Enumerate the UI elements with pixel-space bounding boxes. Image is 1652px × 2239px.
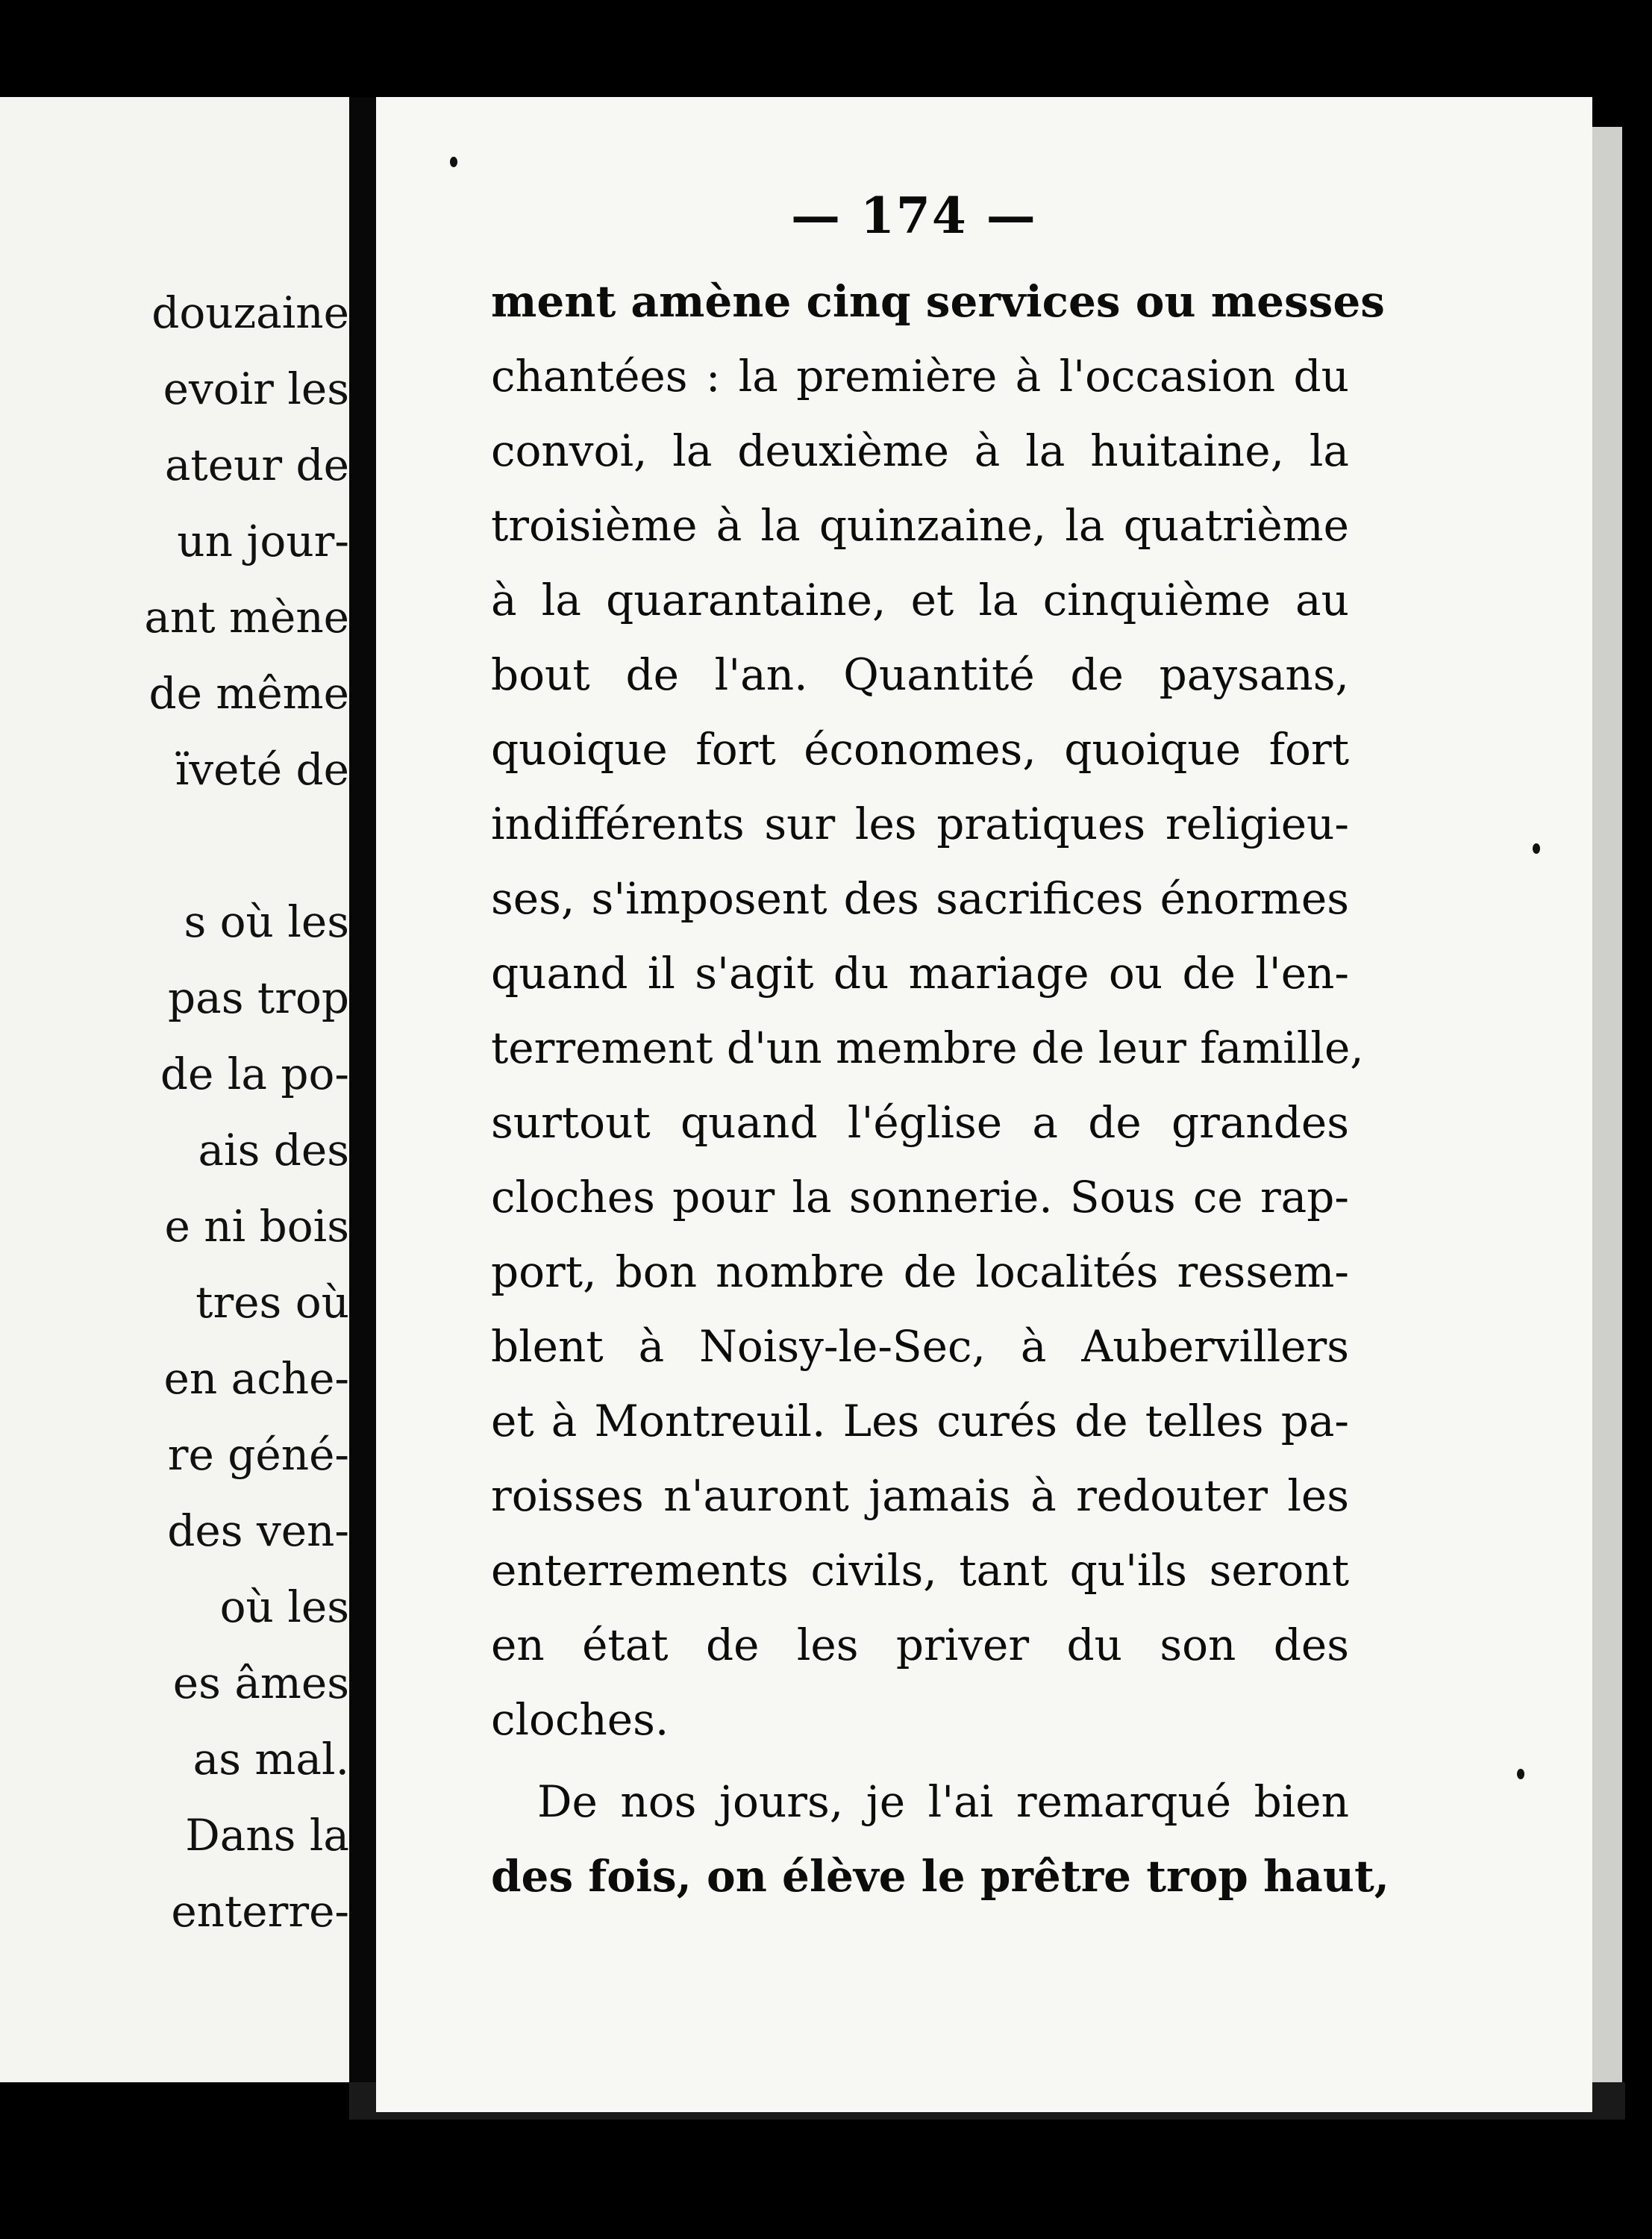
left-page-line: un jour- xyxy=(177,516,349,566)
left-page-line: douzaine xyxy=(151,287,349,338)
left-page-line: enterre- xyxy=(171,1886,349,1937)
left-page-line: s où les xyxy=(184,896,349,947)
left-page-line: Dans la xyxy=(185,1810,349,1861)
left-page-line: re géné- xyxy=(167,1429,349,1480)
left-page-line: ïveté de xyxy=(175,744,349,795)
text-line: chantées : la première à l'occasion du xyxy=(491,351,1349,402)
text-line: terrement d'un membre de leur famille, xyxy=(491,1022,1364,1073)
left-page-line: ant mène xyxy=(144,592,349,643)
text-line: ses, s'imposent des sacrifices énormes xyxy=(491,873,1349,924)
left-page-line: tres où xyxy=(195,1277,349,1328)
left-page-line: ateur de xyxy=(164,440,349,490)
text-line: convoi, la deuxième à la huitaine, la xyxy=(491,425,1349,476)
page-edge xyxy=(1592,127,1622,2097)
left-page-line: des ven- xyxy=(167,1505,349,1556)
left-page-line: pas trop xyxy=(168,972,349,1023)
ink-speck xyxy=(450,157,457,167)
left-page-line: es âmes xyxy=(172,1658,349,1708)
text-line: De nos jours, je l'ai remarqué bien xyxy=(537,1776,1349,1827)
left-page-line: où les xyxy=(219,1581,349,1632)
text-line: blent à Noisy-le-Sec, à Aubervillers xyxy=(491,1321,1349,1372)
ink-speck xyxy=(1533,843,1540,854)
text-line: et à Montreuil. Les curés de telles pa- xyxy=(491,1396,1349,1446)
text-line: bout de l'an. Quantité de paysans, xyxy=(491,649,1349,700)
text-line: indifférents sur les pratiques religieu- xyxy=(491,799,1349,849)
page-number: — 174 — xyxy=(791,187,1037,245)
left-page-line: en ache- xyxy=(163,1353,349,1404)
left-page xyxy=(0,97,349,2082)
text-line: en état de les priver du son des xyxy=(491,1620,1349,1670)
ink-speck xyxy=(1517,1769,1524,1779)
text-line: roisses n'auront jamais à redouter les xyxy=(491,1470,1349,1521)
text-line: à la quarantaine, et la cinquième au xyxy=(491,575,1349,625)
left-page-line: de même xyxy=(148,668,349,719)
text-line: enterrements civils, tant qu'ils seront xyxy=(491,1545,1349,1596)
left-page-line: as mal. xyxy=(193,1734,349,1784)
text-line: quand il s'agit du mariage ou de l'en- xyxy=(491,948,1349,999)
text-line: quoique fort économes, quoique fort xyxy=(491,724,1349,775)
book-gutter xyxy=(349,97,376,2097)
left-page-line: de la po- xyxy=(160,1049,349,1099)
text-line: troisième à la quinzaine, la quatrième xyxy=(491,500,1349,551)
text-line: cloches. xyxy=(491,1694,669,1745)
text-line: cloches pour la sonnerie. Sous ce rap- xyxy=(491,1172,1349,1222)
text-line: ment amène cinq services ou messes xyxy=(491,276,1385,327)
text-line: port, bon nombre de localités ressem- xyxy=(491,1246,1349,1297)
text-line: surtout quand l'église a de grandes xyxy=(491,1097,1349,1148)
left-page-line: evoir les xyxy=(163,363,349,414)
left-page-line: e ni bois xyxy=(164,1201,349,1252)
left-page-line: ais des xyxy=(198,1125,349,1175)
text-line: des fois, on élève le prêtre trop haut, xyxy=(491,1851,1389,1902)
